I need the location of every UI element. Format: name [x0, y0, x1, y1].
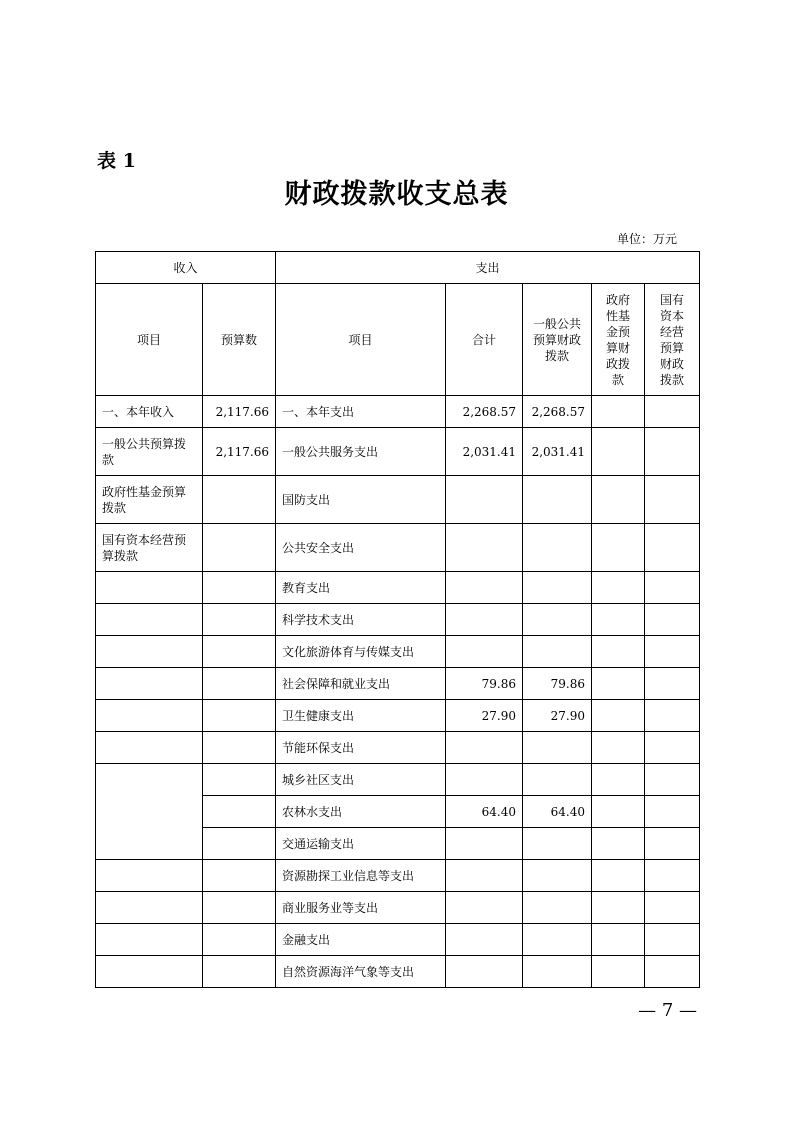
state-capital-cell: [645, 428, 700, 476]
state-capital-cell: [645, 668, 700, 700]
expense-item-cell: 金融支出: [276, 924, 446, 956]
general-cell: [523, 924, 592, 956]
general-cell: [523, 764, 592, 796]
total-cell: [446, 476, 523, 524]
general-cell: [523, 476, 592, 524]
general-cell: 79.86: [523, 668, 592, 700]
general-cell: [523, 524, 592, 572]
income-item-cell: [96, 956, 203, 988]
state-capital-cell: [645, 924, 700, 956]
income-item-cell: [96, 764, 203, 860]
gov-fund-cell: [592, 428, 645, 476]
gov-fund-cell: [592, 524, 645, 572]
expense-item-cell: 公共安全支出: [276, 524, 446, 572]
state-capital-cell: [645, 604, 700, 636]
table-row: [96, 396, 700, 428]
gov-fund-cell: [592, 956, 645, 988]
total-cell: [446, 604, 523, 636]
state-capital-header: 国有 资本 经营 预算 财政 拨款: [645, 284, 700, 396]
income-value-cell: [203, 476, 276, 524]
income-item-cell: [96, 924, 203, 956]
income-value-cell: [203, 700, 276, 732]
state-capital-cell: [645, 396, 700, 428]
income-value-cell: [203, 828, 276, 860]
total-cell: [446, 860, 523, 892]
general-public-header: 一般公共 预算财政 拨款: [523, 284, 592, 396]
general-cell: 2,031.41: [523, 428, 592, 476]
total-header: 合计: [446, 284, 523, 396]
income-item-cell: [96, 636, 203, 668]
gov-fund-cell: [592, 828, 645, 860]
income-value-cell: [203, 668, 276, 700]
state-capital-cell: [645, 732, 700, 764]
state-capital-cell: [645, 860, 700, 892]
table-row: [96, 604, 700, 636]
gov-fund-cell: [592, 860, 645, 892]
income-item-header: 项目: [96, 284, 203, 396]
state-capital-cell: [645, 828, 700, 860]
state-capital-cell: [645, 892, 700, 924]
gov-fund-cell: [592, 796, 645, 828]
budget-header: 预算数: [203, 284, 276, 396]
general-cell: [523, 892, 592, 924]
general-cell: [523, 732, 592, 764]
income-value-cell: [203, 764, 276, 796]
expense-item-cell: 文化旅游体育与传媒支出: [276, 636, 446, 668]
general-cell: [523, 860, 592, 892]
total-cell: [446, 732, 523, 764]
income-value-cell: [203, 732, 276, 764]
table-row: [96, 700, 700, 732]
table-row: [96, 476, 700, 524]
expense-item-cell: 城乡社区支出: [276, 764, 446, 796]
state-capital-cell: [645, 956, 700, 988]
gov-fund-cell: [592, 892, 645, 924]
expense-item-cell: 社会保障和就业支出: [276, 668, 446, 700]
expense-item-cell: 资源勘探工业信息等支出: [276, 860, 446, 892]
general-cell: [523, 956, 592, 988]
state-capital-cell: [645, 524, 700, 572]
income-item-cell: [96, 668, 203, 700]
expense-item-cell: 自然资源海洋气象等支出: [276, 956, 446, 988]
income-item-cell: [96, 892, 203, 924]
income-value-cell: [203, 892, 276, 924]
table-row: [96, 668, 700, 700]
state-capital-cell: [645, 572, 700, 604]
table-row: [96, 956, 700, 988]
income-value-cell: 2,117.66: [203, 428, 276, 476]
total-cell: [446, 892, 523, 924]
income-item-cell: 政府性基金预算拨款: [96, 476, 203, 524]
income-item-cell: [96, 700, 203, 732]
total-cell: 27.90: [446, 700, 523, 732]
general-cell: [523, 828, 592, 860]
general-cell: [523, 572, 592, 604]
expense-item-cell: 节能环保支出: [276, 732, 446, 764]
page-title: 财政拨款收支总表: [284, 179, 509, 210]
table-row: [96, 892, 700, 924]
income-value-cell: [203, 524, 276, 572]
table-row: [96, 428, 700, 476]
income-item-cell: 国有资本经营预算拨款: [96, 524, 203, 572]
gov-fund-cell: [592, 396, 645, 428]
gov-fund-cell: [592, 700, 645, 732]
total-cell: [446, 924, 523, 956]
total-cell: 79.86: [446, 668, 523, 700]
income-item-cell: 一、本年收入: [96, 396, 203, 428]
state-capital-cell: [645, 636, 700, 668]
expense-item-cell: 卫生健康支出: [276, 700, 446, 732]
income-value-cell: [203, 796, 276, 828]
general-cell: 64.40: [523, 796, 592, 828]
unit-label: 单位：万元: [616, 232, 677, 246]
gov-fund-cell: [592, 572, 645, 604]
income-value-cell: [203, 860, 276, 892]
total-cell: 2,268.57: [446, 396, 523, 428]
expense-item-cell: 国防支出: [276, 476, 446, 524]
total-cell: [446, 764, 523, 796]
gov-fund-cell: [592, 636, 645, 668]
gov-fund-cell: [592, 604, 645, 636]
state-capital-cell: [645, 476, 700, 524]
table-row: [96, 524, 700, 572]
expense-item-cell: 交通运输支出: [276, 828, 446, 860]
total-cell: [446, 956, 523, 988]
general-cell: 2,268.57: [523, 396, 592, 428]
table-row: [96, 572, 700, 604]
page-number: — 7 —: [638, 1000, 697, 1021]
gov-fund-header: 政府 性基 金预 算财 政拨 款: [592, 284, 645, 396]
expense-item-cell: 教育支出: [276, 572, 446, 604]
income-value-cell: [203, 604, 276, 636]
income-item-cell: [96, 572, 203, 604]
state-capital-cell: [645, 700, 700, 732]
income-value-cell: [203, 924, 276, 956]
gov-fund-cell: [592, 732, 645, 764]
gov-fund-cell: [592, 476, 645, 524]
income-value-cell: [203, 572, 276, 604]
general-cell: [523, 636, 592, 668]
table-row: [96, 924, 700, 956]
table-row: [96, 732, 700, 764]
gov-fund-cell: [592, 764, 645, 796]
total-cell: [446, 636, 523, 668]
gov-fund-cell: [592, 668, 645, 700]
table-row: [96, 860, 700, 892]
table-row: [96, 764, 700, 796]
income-group-header: 收入: [96, 252, 276, 284]
total-cell: 2,031.41: [446, 428, 523, 476]
expense-item-cell: 科学技术支出: [276, 604, 446, 636]
total-cell: 64.40: [446, 796, 523, 828]
income-value-cell: [203, 956, 276, 988]
income-value-cell: 2,117.66: [203, 396, 276, 428]
expense-item-cell: 一般公共服务支出: [276, 428, 446, 476]
expense-item-cell: 商业服务业等支出: [276, 892, 446, 924]
expense-group-header: 支出: [276, 252, 700, 284]
expense-item-cell: 农林水支出: [276, 796, 446, 828]
total-cell: [446, 524, 523, 572]
gov-fund-cell: [592, 924, 645, 956]
state-capital-cell: [645, 764, 700, 796]
expense-item-cell: 一、本年支出: [276, 396, 446, 428]
income-value-cell: [203, 636, 276, 668]
fiscal-appropriation-table: [95, 251, 700, 988]
general-cell: 27.90: [523, 700, 592, 732]
total-cell: [446, 828, 523, 860]
state-capital-cell: [645, 796, 700, 828]
income-item-cell: 一般公共预算拨款: [96, 428, 203, 476]
table-number-label: 表 1: [97, 150, 136, 172]
income-item-cell: [96, 604, 203, 636]
general-cell: [523, 604, 592, 636]
total-cell: [446, 572, 523, 604]
expense-item-header: 项目: [276, 284, 446, 396]
income-item-cell: [96, 732, 203, 764]
table-row: [96, 636, 700, 668]
income-item-cell: [96, 860, 203, 892]
